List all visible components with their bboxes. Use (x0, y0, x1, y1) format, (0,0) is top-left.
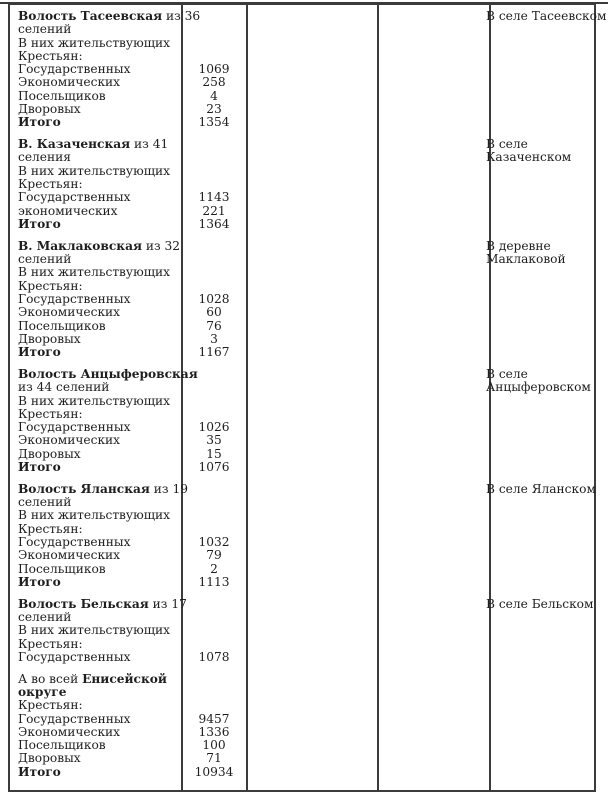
table-row (18, 50, 596, 63)
row-label-segment: Енисейской (82, 671, 167, 686)
row-value: 1069 (198, 62, 230, 77)
block-rows (8, 673, 596, 779)
row-label-segment: Посельщиков (18, 561, 106, 576)
row-label-segment: Крестьян: (18, 636, 83, 651)
row-label (18, 138, 181, 151)
row-value: 4 (210, 88, 218, 103)
row-label-segment: Посельщиков (18, 318, 106, 333)
row-label-segment: Итого (18, 460, 61, 474)
row-label-segment: Волость Бельская (18, 596, 149, 611)
row-value: 1113 (198, 574, 230, 589)
table-row (18, 752, 596, 765)
row-label-segment: Экономических (18, 724, 121, 739)
table-row (18, 421, 596, 434)
row-value: 9457 (198, 711, 230, 726)
row-label (18, 191, 181, 204)
row-value: 3 (210, 331, 218, 346)
row-label (18, 739, 181, 752)
volost-block (8, 368, 596, 483)
row-label-segment: Государственных (18, 711, 131, 726)
location-line: В селе Бельском (486, 596, 594, 611)
row-value: 1076 (198, 460, 230, 474)
row-value: 1354 (198, 115, 230, 130)
row-label (18, 651, 181, 664)
table-row (18, 448, 596, 461)
location-line: Анцыферовском (486, 380, 591, 395)
row-value: 35 (206, 433, 222, 448)
row-label-segment: селений (18, 22, 72, 37)
row-label-segment: Крестьян: (18, 177, 83, 192)
row-label-segment: В них жительствующих (18, 35, 171, 50)
table-row (18, 306, 596, 319)
table-row (18, 395, 596, 408)
table-row (18, 205, 596, 218)
location-cell (486, 483, 596, 496)
row-label-segment: Дворовых (18, 446, 81, 461)
row-label-segment: Экономических (18, 433, 121, 448)
table-row (18, 333, 596, 346)
block-rows (8, 483, 596, 589)
row-label (18, 23, 181, 36)
row-value: 1143 (198, 190, 230, 205)
row-value: 10934 (194, 764, 234, 779)
row-label-segment: Экономических (18, 548, 121, 563)
table-row (18, 280, 596, 293)
table-row (18, 549, 596, 562)
row-label-segment: из 32 (142, 238, 181, 253)
row-label (18, 699, 181, 712)
row-label-segment: Экономических (18, 75, 121, 90)
table-blocks (8, 9, 607, 788)
location-cell (486, 9, 607, 23)
row-label-segment: В них жительствующих (18, 623, 171, 638)
volost-block (8, 138, 596, 240)
row-label (18, 766, 181, 779)
row-label (18, 253, 181, 266)
row-label (18, 116, 181, 129)
row-label (18, 306, 181, 319)
row-label (18, 346, 181, 359)
row-label (18, 205, 181, 218)
table-row (18, 23, 596, 36)
table-row (18, 266, 596, 279)
row-label-segment: Государственных (18, 649, 131, 664)
row-value: 23 (206, 102, 222, 117)
location-cell (486, 240, 596, 267)
table-row (18, 713, 596, 726)
row-label-segment: Государственных (18, 420, 131, 435)
table-row (18, 434, 596, 447)
row-label (18, 726, 181, 739)
row-label-segment: Крестьян: (18, 48, 83, 63)
row-label (18, 90, 181, 103)
location-cell (486, 138, 596, 165)
row-label (18, 713, 181, 726)
table-row (18, 739, 596, 752)
volost-block (8, 240, 596, 368)
row-value: 1336 (198, 724, 230, 739)
row-label (18, 266, 181, 279)
row-value: 60 (206, 305, 222, 320)
table-row (18, 624, 596, 637)
row-value: 1028 (198, 291, 230, 306)
row-label (18, 165, 181, 178)
row-label-segment: Волость Яланская (18, 481, 150, 496)
table-row (18, 726, 596, 739)
location-line: Казаченском (486, 150, 572, 165)
row-label-segment: Волость Анцыферовская (18, 366, 198, 381)
row-label-segment: округе (18, 684, 67, 699)
row-label-segment: Государственных (18, 190, 131, 205)
table-row (18, 576, 596, 589)
row-label (18, 598, 187, 611)
row-label (18, 549, 181, 562)
block-rows (8, 9, 607, 130)
row-label (18, 536, 181, 549)
row-label-segment: Государственных (18, 62, 131, 77)
row-label-segment: В. Маклаковская (18, 238, 142, 253)
row-label (18, 434, 181, 447)
row-label-segment: из 44 селений (18, 380, 110, 395)
table-row (18, 293, 596, 306)
row-label (18, 523, 181, 536)
row-label (18, 408, 181, 421)
table-row (18, 651, 596, 664)
row-value: 76 (206, 318, 222, 333)
table-row (18, 766, 596, 779)
row-label-segment: из 17 (148, 596, 187, 611)
row-label-segment: В. Казаченская (18, 137, 131, 152)
table-row (18, 408, 596, 421)
row-label-segment: А во всей (18, 671, 83, 686)
table-row (18, 496, 596, 509)
row-label-segment: Дворовых (18, 102, 81, 117)
table-row (18, 523, 596, 536)
row-label-segment: Экономических (18, 305, 121, 320)
row-label-segment: селения (18, 150, 71, 165)
row-label-segment: селений (18, 252, 72, 267)
row-label-segment: Итого (18, 764, 61, 779)
location-line: В деревне (486, 238, 551, 253)
row-label-segment: Крестьян: (18, 278, 83, 293)
row-label-segment: Крестьян: (18, 698, 83, 713)
row-label (18, 103, 181, 116)
table-row (18, 699, 596, 712)
row-value: 2 (210, 561, 218, 576)
row-label (18, 63, 181, 76)
row-label-segment: из 41 (130, 137, 169, 152)
row-label (18, 37, 181, 50)
row-value: 100 (202, 738, 226, 753)
table-row (18, 37, 596, 50)
table-row (18, 178, 596, 191)
row-label (18, 421, 181, 434)
row-label (18, 483, 188, 496)
row-label (18, 50, 181, 63)
row-label-segment: из 36 (162, 9, 201, 23)
row-label (18, 333, 181, 346)
location-line: В селе Яланском (486, 481, 596, 496)
row-label (18, 240, 181, 253)
table-row (18, 90, 596, 103)
row-label (18, 381, 181, 394)
location-line: В селе (486, 137, 528, 152)
table-row (18, 509, 596, 522)
table-row (18, 76, 596, 89)
table-row (18, 320, 596, 333)
row-label-segment: В них жительствующих (18, 508, 171, 523)
table-row (18, 686, 596, 699)
volost-block (8, 598, 596, 673)
table-row (18, 673, 596, 686)
row-label (18, 496, 181, 509)
row-label-segment: Итого (18, 345, 61, 360)
row-label-segment: В них жительствующих (18, 393, 171, 408)
table-row (18, 218, 596, 231)
location-cell (486, 598, 596, 611)
row-label-segment: селений (18, 495, 72, 510)
row-label-segment: из 19 (149, 481, 188, 496)
table-row (18, 346, 596, 359)
row-label (18, 752, 181, 765)
row-label (18, 368, 198, 381)
row-label (18, 395, 181, 408)
row-value: 1078 (198, 649, 230, 664)
row-label (18, 320, 181, 333)
row-label (18, 563, 181, 576)
row-value: 1364 (198, 216, 230, 231)
row-value: 1026 (198, 420, 230, 435)
row-label (18, 293, 181, 306)
row-value: 1032 (198, 534, 230, 549)
table-row (18, 103, 596, 116)
row-label (18, 461, 181, 474)
table-row (18, 611, 596, 624)
table-row (18, 563, 596, 576)
table-row (18, 116, 596, 129)
table-row (18, 63, 596, 76)
row-label-segment: В них жительствующих (18, 265, 171, 280)
row-label-segment: Дворовых (18, 751, 81, 766)
location-line: Маклаковой (486, 252, 566, 267)
row-label (18, 448, 181, 461)
table-row (18, 536, 596, 549)
row-value: 15 (206, 446, 222, 461)
row-label (18, 76, 181, 89)
row-label-segment: Дворовых (18, 331, 81, 346)
row-label-segment: Итого (18, 574, 61, 589)
row-label-segment: Крестьян: (18, 406, 83, 421)
row-label (18, 151, 181, 164)
row-label (18, 686, 181, 699)
row-label-segment: Государственных (18, 291, 131, 306)
row-label (18, 576, 181, 589)
row-label (18, 638, 181, 651)
row-label (18, 178, 181, 191)
volost-block (8, 673, 596, 788)
row-value: 258 (202, 75, 226, 90)
row-label-segment: Посельщиков (18, 738, 106, 753)
row-label (18, 509, 181, 522)
table-row (18, 461, 596, 474)
row-label (18, 624, 181, 637)
row-label-segment: В них жительствующих (18, 163, 171, 178)
volost-block (8, 9, 607, 138)
row-label-segment: экономических (18, 203, 118, 218)
row-label-segment: Волость Тасеевская (18, 9, 163, 23)
row-label-segment: Крестьян: (18, 521, 83, 536)
row-label-segment: селений (18, 609, 72, 624)
row-value: 71 (206, 751, 222, 766)
location-cell (486, 368, 596, 395)
volost-block (8, 483, 596, 598)
row-label (18, 611, 181, 624)
table-row (18, 191, 596, 204)
row-label-segment: Посельщиков (18, 88, 106, 103)
row-label-segment: Итого (18, 216, 61, 231)
row-label (18, 218, 181, 231)
row-value: 79 (206, 548, 222, 563)
table-row (18, 165, 596, 178)
row-label (18, 673, 181, 686)
row-value: 1167 (198, 345, 230, 360)
table-row (18, 638, 596, 651)
location-line: В селе (486, 366, 528, 381)
row-label-segment: Государственных (18, 534, 131, 549)
location-line: В селе Тасеевском (486, 9, 607, 23)
row-label (18, 10, 200, 23)
row-label-segment: Итого (18, 115, 61, 130)
row-value: 221 (202, 203, 226, 218)
row-label (18, 280, 181, 293)
